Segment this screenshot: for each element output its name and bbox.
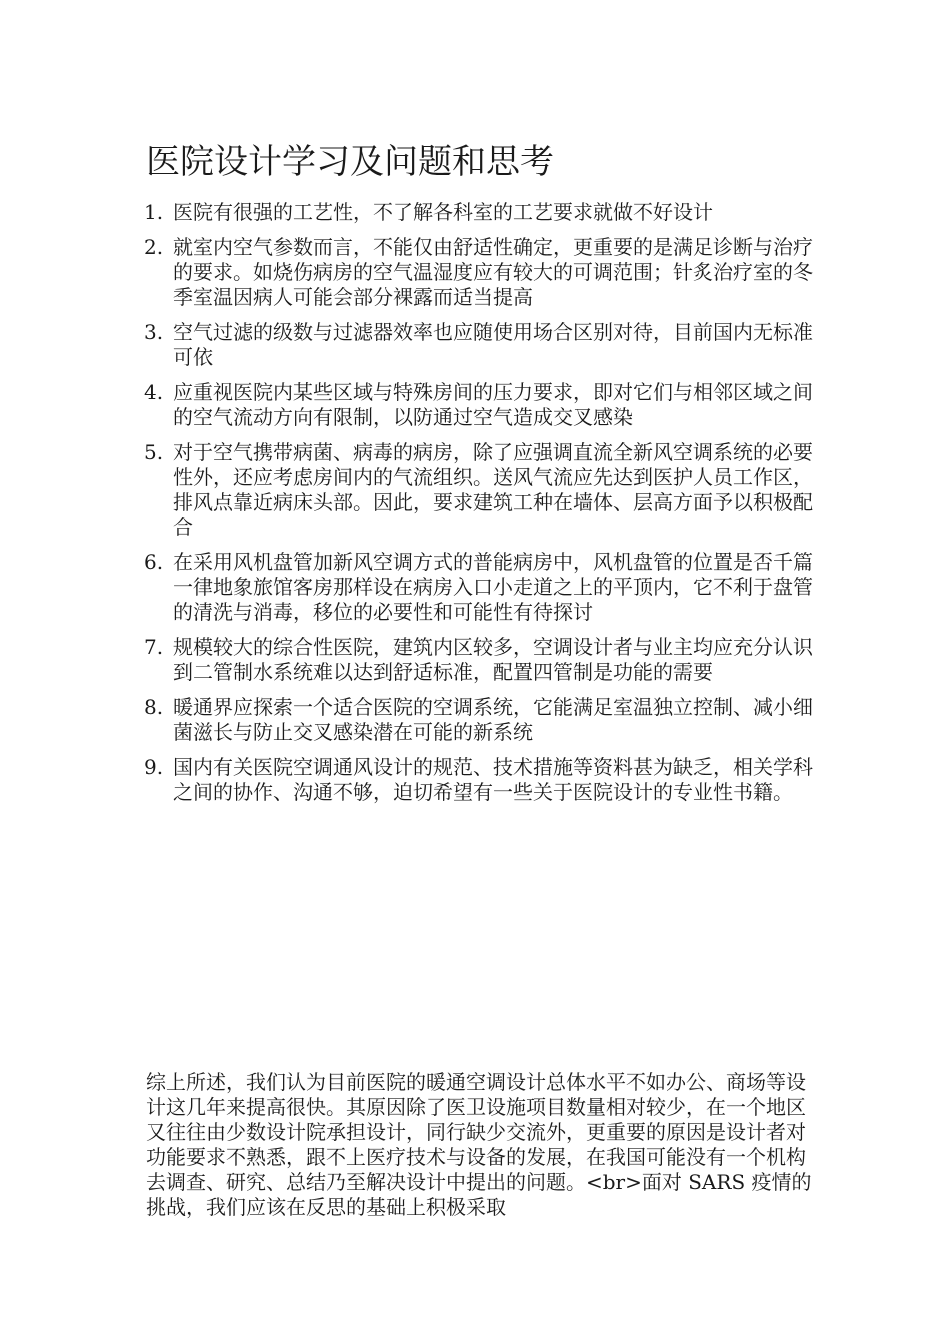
list-item-text: 医院有很强的工艺性，不了解各科室的工艺要求就做不好设计: [173, 200, 713, 224]
summary-paragraph: 综上所述，我们认为目前医院的暖通空调设计总体水平不如办公、商场等设计这几年来提高很快。其原因除了医卫设施项目数量相对较少，在一个地区又往往由少数设计院承担设计，同行缺少交流外，更重要的原因是设计者对功能要求不熟悉，跟不上医疗技术与设备的发展，在我国可能没有一个机构去调查、研究、总结乃至解决设计中提出的问题。<br>面对 SARS 疫情的挑战，我们应该在反思的基础上积极采取: [146, 1070, 812, 1219]
page-title: 医院设计学习及问题和思考: [146, 142, 554, 182]
list-item-text: 就室内空气参数而言，不能仅由舒适性确定，更重要的是满足诊断与治疗的要求。如烧伤病房的空气温湿度应有较大的可调范围；针炙治疗室的冬季室温因病人可能会部分裸露而适当提高: [173, 235, 813, 309]
list-item-number: 4.: [144, 380, 164, 404]
list-item: [144, 380, 824, 430]
list-item: [144, 440, 824, 540]
list-item-text: 在采用风机盘管加新风空调方式的普能病房中，风机盘管的位置是否千篇一律地象旅馆客房那样设在病房入口小走道之上的平顶内，它不利于盘管的清洗与消毒，移位的必要性和可能性有待探讨: [173, 550, 813, 624]
list-item-text: 对于空气携带病菌、病毒的病房，除了应强调直流全新风空调系统的必要性外，还应考虑房间内的气流组织。送风气流应先达到医护人员工作区，排风点靠近病床头部。因此，要求建筑工种在墙体、层高方面予以积极配合: [173, 440, 813, 539]
list-item-text: 规模较大的综合性医院，建筑内区较多，空调设计者与业主均应充分认识到二管制水系统难以达到舒适标准，配置四管制是功能的需要: [173, 635, 813, 684]
list-item-text: 应重视医院内某些区域与特殊房间的压力要求，即对它们与相邻区域之间的空气流动方向有限制，以防通过空气造成交叉感染: [173, 380, 813, 429]
list-item-number: 8.: [144, 695, 164, 719]
numbered-list: [144, 200, 824, 815]
list-item-number: 5.: [144, 440, 164, 464]
list-item: [144, 235, 824, 310]
list-item: [144, 550, 824, 625]
list-item-number: 1.: [144, 200, 164, 224]
list-item: [144, 320, 824, 370]
list-item-text: 国内有关医院空调通风设计的规范、技术措施等资料甚为缺乏，相关学科之间的协作、沟通不够，迫切希望有一些关于医院设计的专业性书籍。: [173, 755, 813, 804]
list-item: [144, 200, 824, 225]
list-item: [144, 755, 824, 805]
list-item-number: 7.: [144, 635, 164, 659]
list-item-number: 3.: [144, 320, 164, 344]
list-item: [144, 695, 824, 745]
list-item-number: 9.: [144, 755, 164, 779]
list-item-number: 2.: [144, 235, 164, 259]
list-item: [144, 635, 824, 685]
list-item-text: 空气过滤的级数与过滤器效率也应随使用场合区别对待，目前国内无标准可依: [173, 320, 813, 369]
list-item-number: 6.: [144, 550, 164, 574]
list-item-text: 暖通界应探索一个适合医院的空调系统，它能满足室温独立控制、减小细菌滋长与防止交叉感染潜在可能的新系统: [173, 695, 813, 744]
